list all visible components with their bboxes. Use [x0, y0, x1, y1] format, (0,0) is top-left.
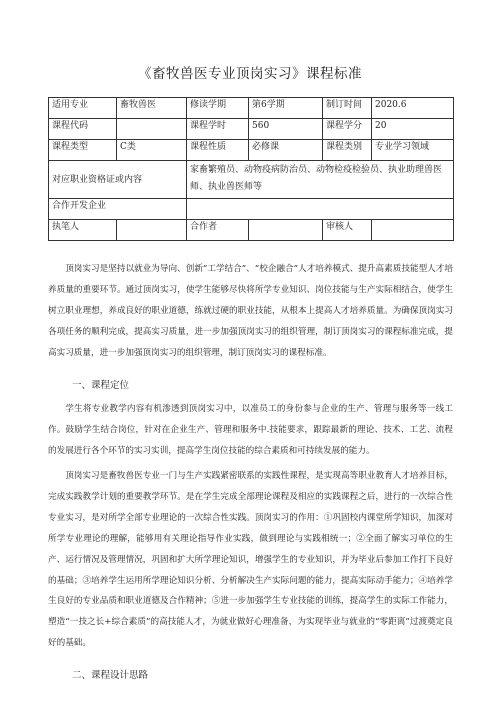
label-author: 执笔人 [49, 220, 117, 241]
value-course-category: 专业学习领域 [372, 140, 454, 161]
value-course-nature: 必修课 [249, 140, 323, 161]
label-date: 制订时间 [323, 98, 372, 119]
value-semester: 第6学期 [249, 98, 323, 119]
label-reviewer: 审核人 [323, 220, 372, 241]
value-partner-enterprise [187, 199, 454, 220]
label-course-type: 课程类型 [49, 140, 117, 161]
page-title: 《畜牧兽医专业顶岗实习》课程标准 [138, 66, 362, 82]
section-heading-course-positioning: 一、课程定位 [72, 380, 130, 391]
positioning-paragraph-1: 学生将专业教学内容有机渗透到顶岗实习中，以准员工的身份参与企业的生产、管理与服务等一线工作。鼓励学生结合岗位，针对在企业生产、管理和服务中.技能要求，跟踪最新的理论、技术、工艺、流程的发展进行各个环节的实习实训，提高学生岗位技能的综合素质和可持续发展的能力。 [48, 404, 453, 456]
label-course-nature: 课程性质 [187, 140, 249, 161]
label-course-category: 课程类别 [323, 140, 372, 161]
value-course-code [117, 119, 187, 140]
value-collaborator [249, 220, 323, 241]
label-major: 适用专业 [49, 98, 117, 119]
course-info-table [48, 97, 454, 241]
label-partner-enterprise: 合作开发企业 [49, 199, 187, 220]
value-hours: 560 [249, 119, 323, 140]
value-author [117, 220, 187, 241]
section-heading-course-design: 二、课程设计思路 [72, 670, 149, 681]
value-qualification: 家畜繁殖员、动物疫病防治员、动物检疫检验员、执业助理兽医师、执业兽医师等 [187, 161, 454, 199]
positioning-paragraph-2: 顶岗实习是畜牧兽医专业一门与生产实践紧密联系的实践性课程，是实现高等职业教育人才培养目标，完成实践教学计划的重要教学环节。是在学生完成全部理论课程及相应的实践课程之后，进行的一次综合性专业实习，是对所学全部专业理论的一次综合性实践。顶岗实习的作用：①巩固校内课堂所学知识，加深对所学专业理论的理解，能够用有关理论指导作业实践，做到理论与实践相统一；②全面了解实习单位的生产、运行情况及管理情况，巩固和扩大所学理论知识，增强学生的专业知识，并为毕业后参加工作打下良好的基础；③培养学生运用所学理论知识分析、分析解决生产实际问题的能力，提高实际动手能力；④培养学生良好的专业品质和职业道德及合作精神；⑤进一步加强学生专业技能的训练，提高学生的实际工作能力，塑造“一技之长+综合素质”的高技能人才，为就业做好心理准备，为实现毕业与就业的“零距离”过渡奠定良好的基础。 [48, 471, 453, 649]
label-course-code: 课程代码 [49, 119, 117, 140]
value-credits: 20 [372, 119, 454, 140]
table-row [49, 119, 454, 140]
table-row [49, 161, 454, 199]
label-collaborator: 合作者 [187, 220, 249, 241]
table-row [49, 140, 454, 161]
table-row [49, 98, 454, 119]
label-semester: 修读学期 [187, 98, 249, 119]
value-major: 畜牧兽医 [117, 98, 187, 119]
value-course-type: C类 [117, 140, 187, 161]
table-row [49, 199, 454, 220]
value-date: 2020.6 [372, 98, 454, 119]
label-qualification: 对应职业资格证或内容 [49, 161, 187, 199]
label-hours: 课程学时 [187, 119, 249, 140]
label-credits: 课程学分 [323, 119, 372, 140]
table-row [49, 220, 454, 241]
intro-paragraph: 顶岗实习是坚持以就业为导向、创新“工学结合”、“校企融合”人才培养模式、提升高素质技能型人才培养质量的重要环节。通过顶岗实习，使学生能够尽快将所学专业知识、岗位技能与生产实际相结合，使学生树立职业理想，养成良好的职业道德，练就过硬的职业技能，从根本上提高人才培养质量。为确保顶岗实习各项任务的顺利完成，提高实习质量，进一步加强顶岗实习的组织管理，制订顶岗实习的课程标准完成，提高实习质量，进一步加强顶岗实习的组织管理，制订顶岗实习的课程标准。 [48, 264, 453, 358]
value-reviewer [372, 220, 454, 241]
